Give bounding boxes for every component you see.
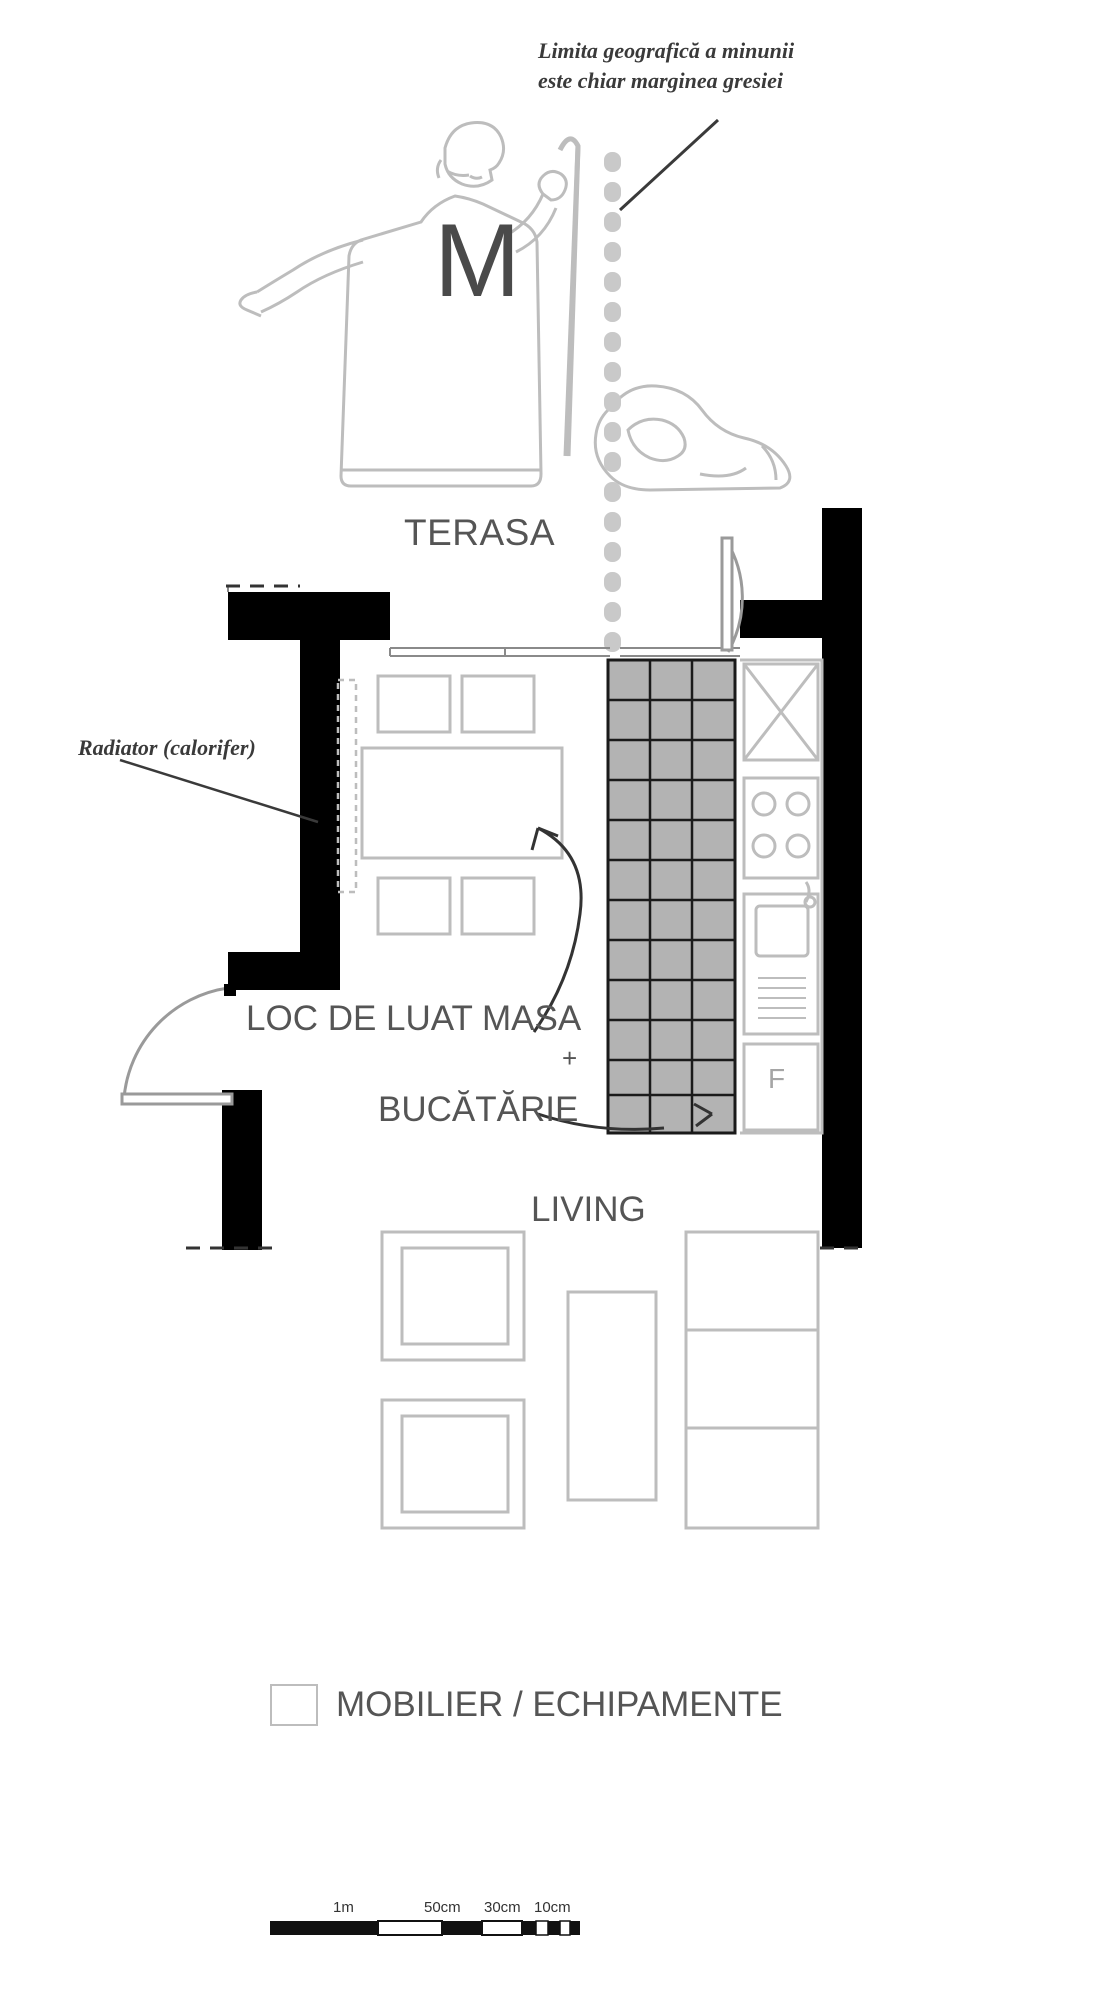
limit-leader-line xyxy=(620,120,718,210)
room-label-kitchen: BUCĂTĂRIE xyxy=(378,1090,579,1129)
room-label-terasa: TERASA xyxy=(404,512,556,553)
scale-tick-50cm: 50cm xyxy=(424,1899,461,1916)
scale-tick-1m: 1m xyxy=(333,1899,354,1916)
legend-label: MOBILIER / ECHIPAMENTE xyxy=(336,1685,783,1724)
room-label-plus: + xyxy=(562,1043,578,1073)
figure-letter-m: M xyxy=(434,203,521,319)
limit-annotation-line2: este chiar marginea gresiei xyxy=(538,67,784,93)
radiator xyxy=(338,680,356,892)
scale-bar xyxy=(270,1921,580,1935)
fridge-label-f: F xyxy=(768,1063,786,1094)
legend xyxy=(270,1684,783,1726)
living-furniture xyxy=(382,1232,818,1528)
scale-tick-30cm: 30cm xyxy=(484,1899,521,1916)
tiled-floor-area xyxy=(608,660,735,1133)
room-label-living: LIVING xyxy=(531,1190,646,1229)
door-bottom-left xyxy=(122,984,236,1104)
room-label-dining: LOC DE LUAT MASA xyxy=(246,999,582,1038)
legend-swatch-furniture xyxy=(270,1684,318,1726)
figure-moses xyxy=(240,123,578,486)
tile-limit-dotted-line xyxy=(604,152,621,652)
radiator-annotation: Radiator (calorifer) xyxy=(78,735,256,760)
door-top-right xyxy=(722,538,742,652)
radiator-leader-line xyxy=(120,760,318,822)
scale-tick-10cm: 10cm xyxy=(534,1899,571,1916)
limit-annotation-line1: Limita geografică a minunii xyxy=(538,38,795,63)
limit-annotation xyxy=(538,36,794,95)
dining-set xyxy=(362,676,562,934)
figure-kneeling xyxy=(595,386,790,490)
